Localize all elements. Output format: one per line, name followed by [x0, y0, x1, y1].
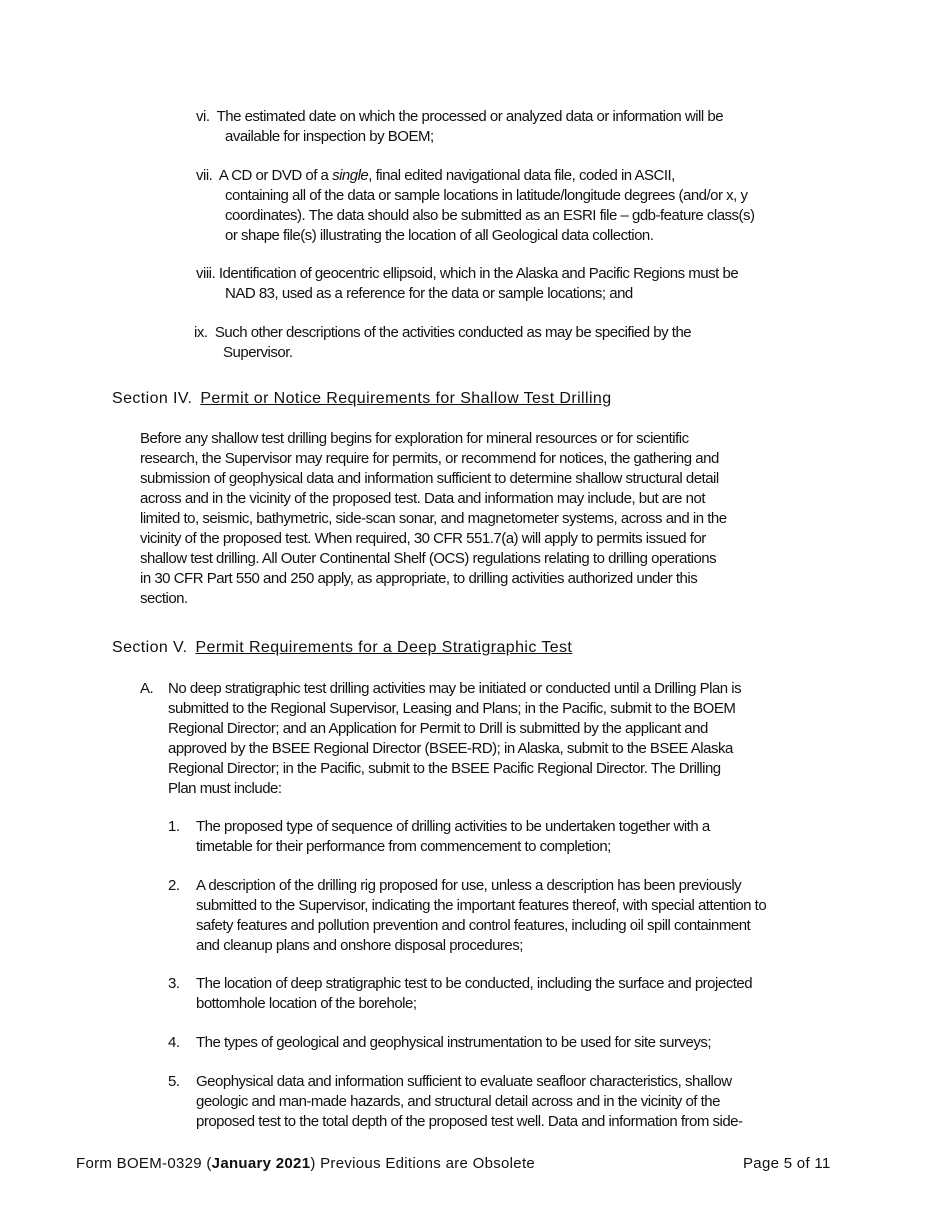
item-marker: 1.: [168, 818, 180, 835]
item-text: and cleanup plans and onshore disposal procedures;: [196, 937, 523, 954]
numbered-item-1: [168, 817, 836, 857]
item-text: Geophysical data and information sufficient to evaluate seafloor characteristics, shallow: [196, 1073, 732, 1090]
section-heading-iv: [112, 389, 612, 409]
footer-form-prefix: Form BOEM-0329 (: [76, 1155, 212, 1172]
item-marker: viii.: [196, 265, 216, 282]
item-text: geologic and man-made hazards, and structural detail across and in the vicinity of the: [196, 1093, 720, 1110]
item-marker: 4.: [168, 1034, 180, 1051]
paragraph-line: limited to, seismic, bathymetric, side-scan sonar, and magnetometer systems, across and in the: [140, 510, 727, 527]
item-text: , final edited navigational data file, coded in ASCII,: [368, 167, 675, 184]
item-text: Such other descriptions of the activities conducted as may be specified by the: [214, 324, 692, 341]
paragraph-line: in 30 CFR Part 550 and 250 apply, as appropriate, to drilling activities authorized under this: [140, 570, 698, 587]
item-text: Identification of geocentric ellipsoid, which in the Alaska and Pacific Regions must be: [218, 265, 739, 282]
item-marker: vi.: [196, 108, 210, 125]
item-text: The types of geological and geophysical instrumentation to be used for site surveys;: [196, 1034, 711, 1051]
item-marker: ix.: [194, 324, 208, 341]
item-text: Regional Director; and an Application for Permit to Drill is submitted by the applicant and: [168, 720, 708, 737]
numbered-item-2: [168, 876, 836, 956]
paragraph-line: shallow test drilling. All Outer Continental Shelf (OCS) regulations relating to drilling operations: [140, 550, 717, 567]
item-text: timetable for their performance from commencement to completion;: [196, 838, 611, 855]
section-iv-paragraph: [140, 429, 840, 609]
item-text: safety features and pollution prevention and control features, including oil spill containment: [196, 917, 751, 934]
list-item-vii: [196, 166, 836, 246]
paragraph-line: across and in the vicinity of the proposed test. Data and information may include, but are not: [140, 490, 706, 507]
list-item-ix: [194, 323, 834, 363]
item-text: The estimated date on which the processed or analyzed data or information will be: [216, 108, 724, 125]
item-text-emphasis: single: [332, 167, 369, 184]
list-item-a: [140, 679, 840, 799]
item-text: Regional Director; in the Pacific, submit to the BSEE Pacific Regional Director. The Drilling: [168, 760, 721, 777]
numbered-item-3: [168, 974, 836, 1014]
item-text: Plan must include:: [168, 780, 282, 797]
item-text: bottomhole location of the borehole;: [196, 995, 417, 1012]
section-label: Section V.: [112, 639, 188, 656]
list-item-viii: [196, 264, 836, 304]
item-text: proposed test to the total depth of the proposed test well. Data and information from side-: [196, 1113, 743, 1130]
section-title: Permit or Notice Requirements for Shallow Test Drilling: [200, 390, 612, 407]
item-text: submitted to the Regional Supervisor, Leasing and Plans; in the Pacific, submit to the BOEM: [168, 700, 736, 717]
section-title: Permit Requirements for a Deep Stratigraphic Test: [195, 639, 573, 656]
paragraph-line: vicinity of the proposed test. When required, 30 CFR 551.7(a) will apply to permits issued for: [140, 530, 706, 547]
item-text: The proposed type of sequence of drilling activities to be undertaken together with a: [196, 818, 710, 835]
item-marker: 3.: [168, 975, 180, 992]
numbered-item-5: [168, 1072, 836, 1132]
item-text: NAD 83, used as a reference for the data or sample locations; and: [225, 285, 633, 302]
item-text: containing all of the data or sample locations in latitude/longitude degrees (and/or x, y: [225, 187, 748, 204]
item-text: approved by the BSEE Regional Director (BSEE-RD); in Alaska, submit to the BSEE Alaska: [168, 740, 733, 757]
item-text: A CD or DVD of a: [218, 167, 333, 184]
numbered-item-4: [168, 1033, 836, 1053]
item-marker: 5.: [168, 1073, 180, 1090]
item-text: available for inspection by BOEM;: [225, 128, 434, 145]
item-text: The location of deep stratigraphic test to be conducted, including the surface and projected: [196, 975, 753, 992]
footer-form-info: [76, 1154, 535, 1174]
section-label: Section IV.: [112, 390, 193, 407]
item-marker: 2.: [168, 877, 180, 894]
item-text: submitted to the Supervisor, indicating the important features thereof, with special attention to: [196, 897, 767, 914]
item-text: or shape file(s) illustrating the location of all Geological data collection.: [225, 227, 654, 244]
item-text: coordinates). The data should also be submitted as an ESRI file – gdb-feature class(s): [225, 207, 755, 224]
paragraph-line: research, the Supervisor may require for permits, or recommend for notices, the gathering and: [140, 450, 719, 467]
section-heading-v: [112, 638, 572, 658]
paragraph-line: section.: [140, 590, 188, 607]
item-text: A description of the drilling rig proposed for use, unless a description has been previously: [196, 877, 742, 894]
item-text: Supervisor.: [223, 344, 293, 361]
item-marker: vii.: [196, 167, 213, 184]
footer-form-date: January 2021: [211, 1155, 311, 1172]
footer-page-number: Page 5 of 11: [743, 1155, 831, 1172]
footer-form-suffix: ) Previous Editions are Obsolete: [310, 1155, 536, 1172]
paragraph-line: Before any shallow test drilling begins for exploration for mineral resources or for scientific: [140, 430, 689, 447]
list-item-vi: [196, 107, 836, 147]
item-marker: A.: [140, 680, 154, 697]
paragraph-line: submission of geophysical data and information sufficient to determine shallow structural detail: [140, 470, 719, 487]
item-text: No deep stratigraphic test drilling activities may be initiated or conducted until a Drilling Plan is: [168, 680, 742, 697]
